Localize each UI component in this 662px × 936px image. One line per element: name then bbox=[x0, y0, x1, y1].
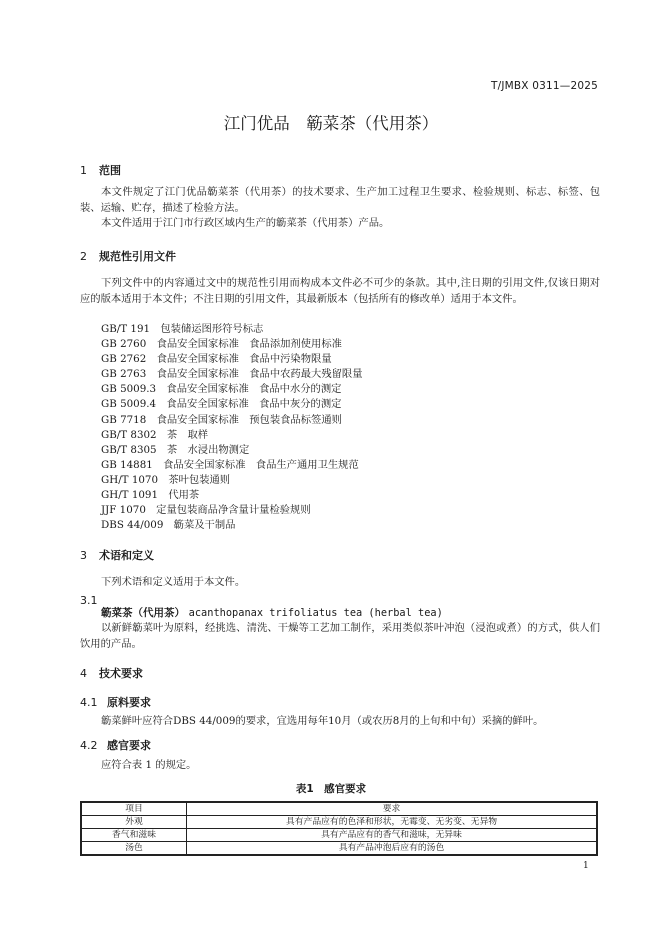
section-number: 2 bbox=[80, 250, 87, 263]
table-header-cell: 要求 bbox=[187, 802, 598, 816]
subsection-title: 感官要求 bbox=[107, 739, 151, 752]
subsection-number: 4.1 bbox=[80, 696, 98, 709]
table-cell: 香气和滋味 bbox=[81, 829, 187, 842]
term-name-en: acanthopanax trifoliatus tea (herbal tea) bbox=[188, 607, 443, 619]
section-title: 规范性引用文件 bbox=[99, 250, 176, 263]
term-name-cn: 簕菜茶（代用茶） bbox=[101, 607, 185, 619]
section-heading-scope bbox=[80, 162, 121, 178]
reference-item: GB/T 8305 茶 水浸出物测定 bbox=[101, 443, 250, 456]
paragraph: 下列术语和定义适用于本文件。 bbox=[101, 576, 246, 588]
table-cell: 具有产品应有的香气和滋味，无异味 bbox=[187, 829, 598, 842]
term-number: 3.1 bbox=[80, 594, 98, 607]
paragraph: 簕菜鲜叶应符合DBS 44/009的要求，宜选用每年10月（或农历8月的上旬和中旬）采摘的鲜叶。 bbox=[101, 715, 544, 727]
reference-item: GB/T 191 包装储运图形符号标志 bbox=[101, 323, 264, 335]
document-title: 江门优品 簕菜茶（代用茶） bbox=[223, 114, 439, 133]
section-heading-normative-references bbox=[80, 248, 176, 264]
paragraph: 本文件规定了江门优品簕菜茶（代用茶）的技术要求、生产加工过程卫生要求、检验规则、标志、标签、包装、运输、贮存，描述了检验方法。 bbox=[80, 186, 600, 214]
table-row bbox=[81, 829, 597, 842]
reference-list bbox=[101, 322, 363, 533]
table-caption: 表1 感官要求 bbox=[295, 783, 367, 795]
reference-item: GB 5009.4 食品安全国家标准 食品中灰分的测定 bbox=[101, 398, 342, 411]
section-heading-terms bbox=[80, 547, 154, 563]
table-cell: 具有产品应有的色泽和形状，无霉变、无劣变、无异物 bbox=[187, 816, 598, 829]
table-cell: 具有产品冲泡后应有的汤色 bbox=[187, 842, 598, 856]
paragraph: 下列文件中的内容通过文中的规范性引用而构成本文件必不可少的条款。其中,注日期的引用文件,仅该日期对应的版本适用于本文件；不注日期的引用文件，其最新版本（包括所有的修改单）适用于本文件。 bbox=[80, 277, 600, 305]
reference-item: GB 2762 食品安全国家标准 食品中污染物限量 bbox=[101, 353, 332, 366]
table-cell: 外观 bbox=[81, 816, 187, 829]
table-row bbox=[81, 842, 597, 856]
reference-item: JJF 1070 定量包装商品净含量计量检验规则 bbox=[101, 504, 311, 517]
term-definition: 以新鲜簕菜叶为原料，经挑选、清洗、干燥等工艺加工制作，采用类似茶叶冲泡（浸泡或煮）的方式，供人们饮用的产品。 bbox=[80, 622, 600, 650]
section-title: 技术要求 bbox=[99, 667, 143, 680]
section-title: 术语和定义 bbox=[99, 549, 154, 562]
subsection-number: 4.2 bbox=[80, 739, 98, 752]
paragraph: 应符合表 1 的规定。 bbox=[101, 759, 197, 771]
reference-item: GB 5009.3 食品安全国家标准 食品中水分的测定 bbox=[101, 383, 342, 396]
table-row bbox=[81, 816, 597, 829]
table-cell: 汤色 bbox=[81, 842, 187, 856]
section-number: 4 bbox=[80, 667, 87, 680]
section-heading-technical-requirements bbox=[80, 665, 143, 681]
reference-item: GH/T 1070 茶叶包装通则 bbox=[101, 473, 231, 486]
section-number: 1 bbox=[80, 164, 87, 177]
table-header-row bbox=[81, 802, 597, 816]
sensory-requirements-table bbox=[80, 801, 598, 856]
reference-item: GB 7718 食品安全国家标准 预包装食品标签通则 bbox=[101, 413, 342, 426]
reference-item: GH/T 1091 代用茶 bbox=[101, 489, 200, 502]
subsection-heading-raw-material bbox=[80, 694, 151, 710]
reference-item: GB 2763 食品安全国家标准 食品中农药最大残留限量 bbox=[101, 368, 363, 381]
reference-item: GB/T 8302 茶 取样 bbox=[101, 428, 209, 441]
paragraph: 本文件适用于江门市行政区域内生产的簕菜茶（代用茶）产品。 bbox=[101, 217, 390, 229]
table-header-cell: 项目 bbox=[81, 802, 187, 816]
reference-item: GB 2760 食品安全国家标准 食品添加剂使用标准 bbox=[101, 338, 342, 351]
page-number: 1 bbox=[583, 861, 589, 871]
reference-item: GB 14881 食品安全国家标准 食品生产通用卫生规范 bbox=[101, 458, 359, 471]
standard-code: T/JMBX 0311—2025 bbox=[491, 80, 598, 92]
subsection-heading-sensory bbox=[80, 737, 151, 753]
term-name bbox=[101, 605, 443, 620]
section-title: 范围 bbox=[99, 164, 121, 177]
reference-item: DBS 44/009 簕菜及干制品 bbox=[101, 519, 236, 532]
subsection-title: 原料要求 bbox=[107, 696, 151, 709]
section-number: 3 bbox=[80, 549, 87, 562]
